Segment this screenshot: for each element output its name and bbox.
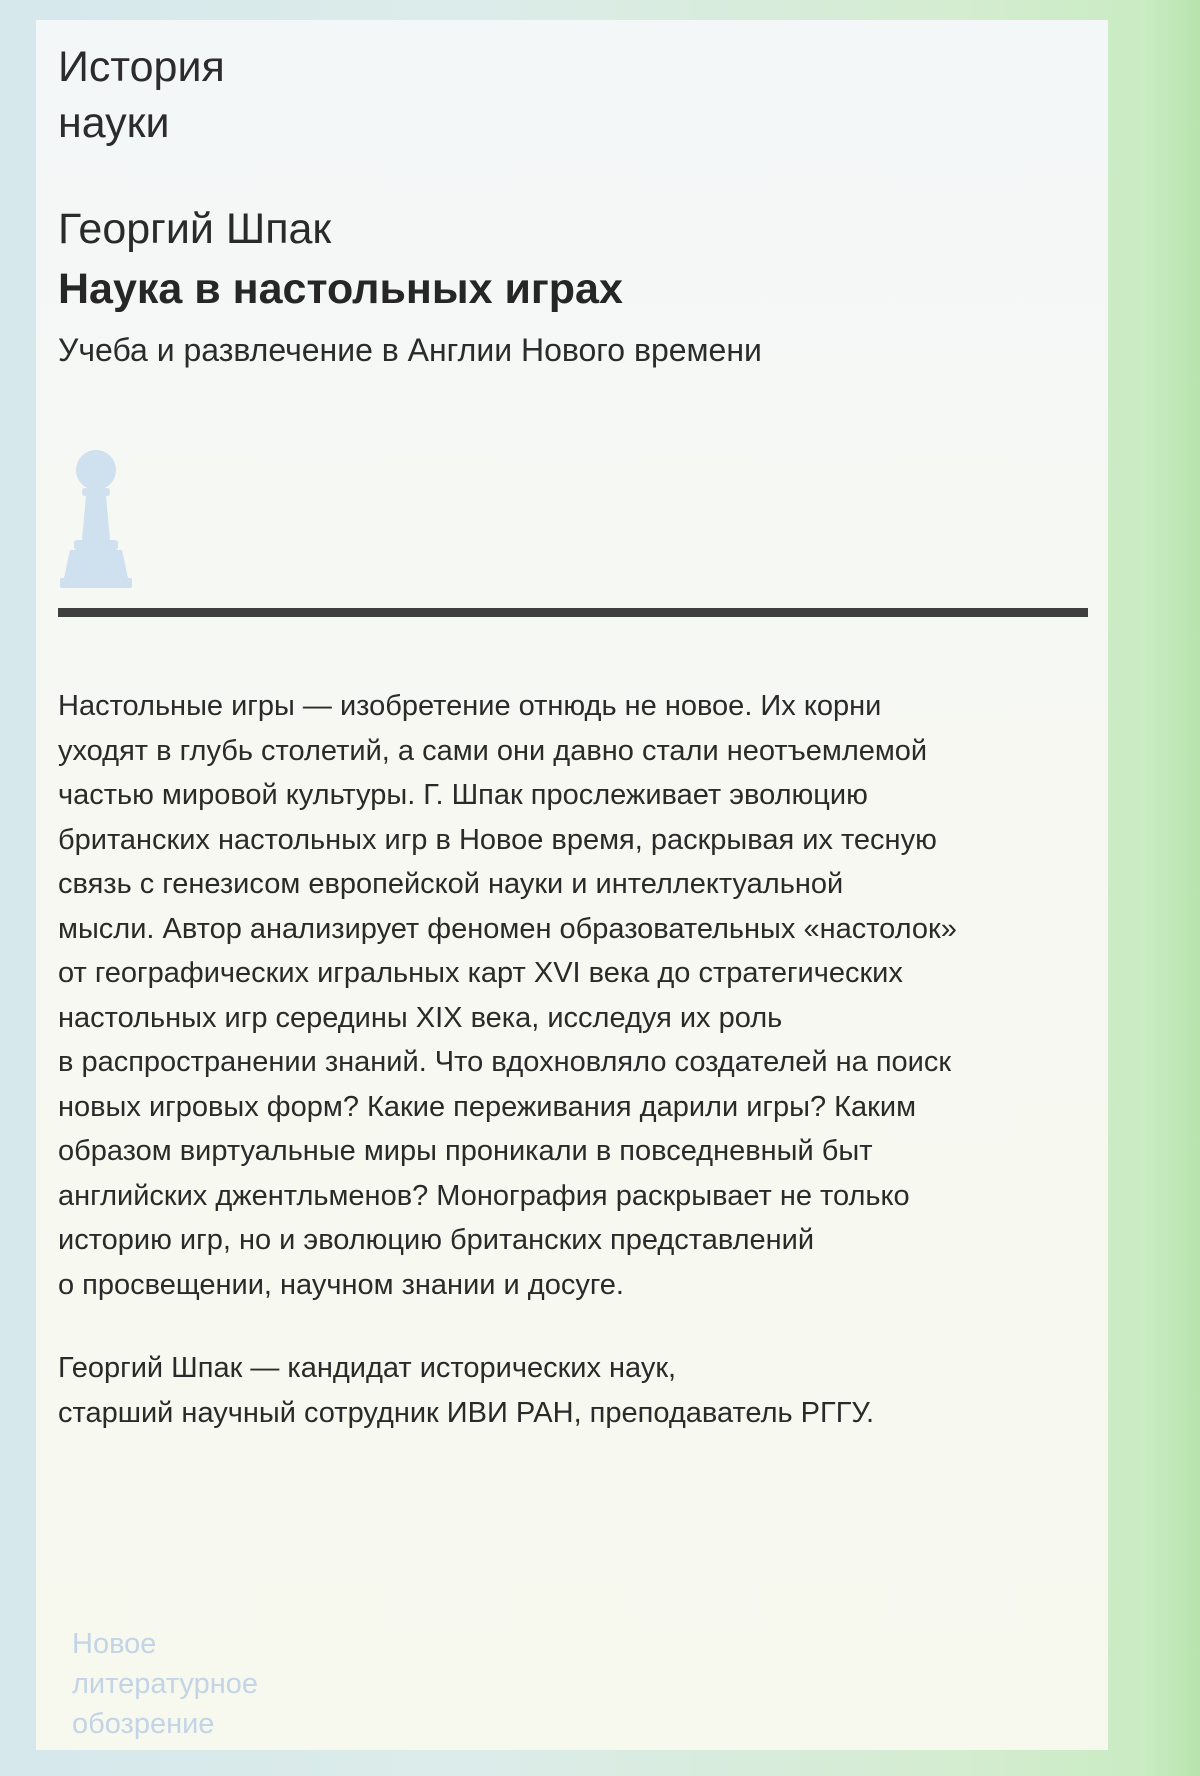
section-divider xyxy=(58,608,1088,617)
book-subtitle: Учеба и развлечение в Англии Нового времени xyxy=(58,332,762,368)
publisher-logo-text: Новое литературное обозрение xyxy=(72,1628,259,1740)
chess-pawn-icon xyxy=(56,440,136,590)
book-annotation: Настольные игры — изобретение отнюдь не новое. Их корни уходят в глубь столетий, а сами они давно стали неотъемлемой частью мировой культуры. Г. Шпак прослеживает эволюцию британских настольных игр в Новое время, раскрывая их тесную связь с генезисом европейской науки и интеллектуальной мысли. Автор анализирует феномен образовательных «настолок» от географических игральных карт XVI века до стратегических настольных игр середины XIX века, исследуя их роль в распространении знаний. Что вдохновляло создателей на поиск новых игровых форм? Какие переживания дарили игры? Каким образом виртуальные миры проникали в повседневный быт английских джентльменов? Монография раскрывает не только историю игр, но и эволюцию британских представлений о просвещении, научном знании и досуге. xyxy=(58,690,957,1301)
author-bio: Георгий Шпак — кандидат исторических наук, старший научный сотрудник ИВИ РАН, преподаватель РГГУ. xyxy=(58,1352,875,1429)
back-cover-panel xyxy=(36,20,1108,1750)
book-title: Наука в настольных играх xyxy=(58,265,623,313)
series-title: История науки xyxy=(58,43,225,147)
author-name: Георгий Шпак xyxy=(58,205,332,253)
book-spine-edge xyxy=(1140,0,1200,1776)
